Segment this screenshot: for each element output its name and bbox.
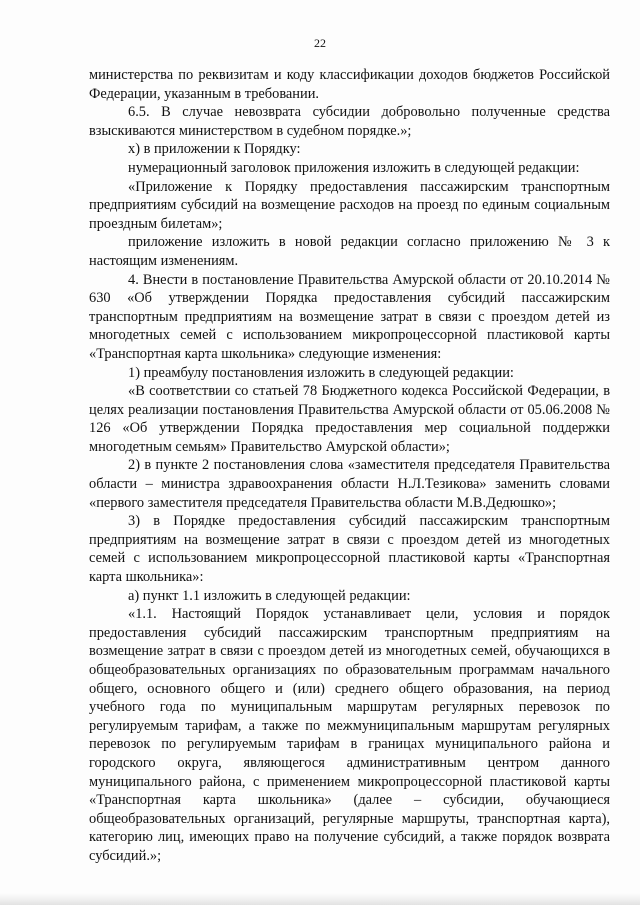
page-number: 22 — [314, 36, 326, 50]
paragraph-clause-6-5: 6.5. В случае невозврата субсидии добровольно полученные средства взыскиваются министерством в судебном порядке.»; — [89, 104, 610, 139]
scan-bottom-edge — [0, 893, 640, 905]
paragraph-item-x: х) в приложении к Порядку: — [128, 141, 301, 158]
document-body — [89, 66, 610, 866]
paragraph-preamble: «В соответствии со статьей 78 Бюджетного кодекса Российской Федерации, в целях реализации постановления Правительства Амурской области от 05.06.2008 № 126 «Об утверждении Порядка предоставления мер социальной поддержки многодетным семьям» Правительство Амурской области»; — [89, 383, 610, 455]
paragraph-item-2: 2) в пункте 2 постановления слова «заместителя председателя Правительства области – министра здравоохранения области Н.Л.Тезикова» заменить словами «первого заместителя председателя Правительства области М.В.Дедюшко»; — [89, 457, 610, 511]
paragraph-clause-1-1: «1.1. Настоящий Порядок устанавливает цели, условия и порядок предоставления субсидий пассажирским транспортным предприятиям на возмещение затрат в связи с проездом детей из многодетных семей, обучающихся в общеобразовательных организациях по образовательным программам начального общего, основного общего и (или) среднего общего образования, на период учебного года по муниципальным маршрутам регулярных перевозок по регулируемым тарифам, а также по межмуниципальным маршрутам регулярных перевозок по регулируемым тарифам в границах муниципального района и городского округа, являющегося административным центром данного муниципального района, с применением микропроцессорной пластиковой карты «Транспортная карта школьника» (далее – субсидии, обучающиеся общеобразовательных организаций, регулярные маршруты, транспортная карта), категорию лиц, имеющих право на получение субсидий, а также порядок возврата субсидий.»; — [89, 606, 610, 864]
paragraph-appendix-title: «Приложение к Порядку предоставления пассажирским транспортным предприятиям субсидий на возмещение расходов на проезд по единым социальным проездным билетам»; — [89, 178, 610, 232]
paragraph-continuation: министерства по реквизитам и коду классификации доходов бюджетов Российской Федерации, указанным в требовании. — [89, 67, 610, 102]
paragraph-new-edition: приложение изложить в новой редакции согласно приложению № 3 к настоящим изменениям. — [89, 234, 610, 269]
paragraph-item-a: а) пункт 1.1 изложить в следующей редакции: — [128, 587, 411, 604]
paragraph-section-4: 4. Внести в постановление Правительства Амурской области от 20.10.2014 № 630 «Об утверждении Порядка предоставления субсидий пассажирским транспортным предприятиям на возмещение затрат в связи с проездом детей из многодетных семей с использованием микропроцессорной пластиковой карты «Транспортная карта школьника» следующие изменения: — [89, 271, 610, 362]
paragraph-item-3: 3) в Порядке предоставления субсидий пассажирским транспортным предприятиям на возмещение затрат в связи с проездом детей из многодетных семей с использованием микропроцессорной пластиковой карты «Транспортная карта школьника»: — [89, 513, 610, 586]
paragraph-item-1: 1) преамбулу постановления изложить в следующей редакции: — [128, 364, 514, 381]
paragraph-numbering-heading: нумерационный заголовок приложения изложить в следующей редакции: — [128, 159, 580, 176]
